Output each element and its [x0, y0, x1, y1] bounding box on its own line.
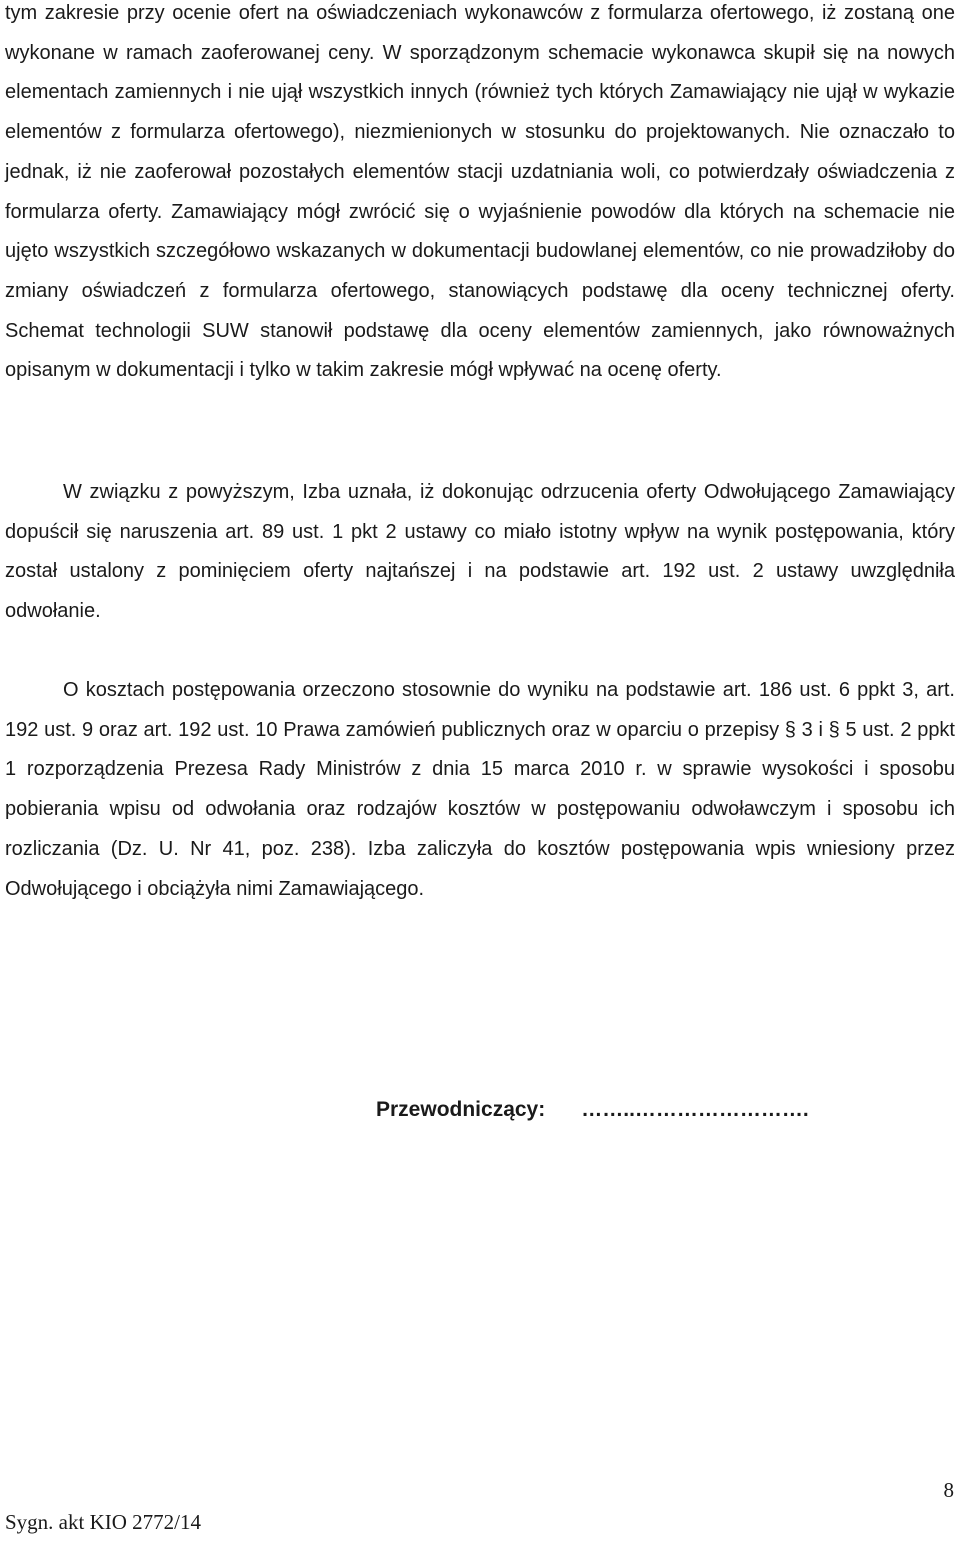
- paragraph-conclusion: [5, 473, 955, 632]
- paragraph-reasoning: [5, 0, 955, 391]
- page-number: 8: [943, 1478, 954, 1502]
- signature-label: Przewodniczący:: [376, 1098, 546, 1121]
- signature-block: [376, 1098, 809, 1122]
- paragraph-costs: [5, 671, 955, 909]
- paragraph-text: W związku z powyższym, Izba uznała, iż dokonując odrzucenia oferty Odwołującego Zamawiający dopuścił się naruszenia art. 89 ust. 1 pkt 2 ustawy co miało istotny wpływ na wynik postępowania, który został ustalony z pominięciem oferty najtańszej i na podstawie art. 192 ust. 2 ustawy uwzględniła odwołanie.: [5, 481, 955, 623]
- paragraph-text: tym zakresie przy ocenie ofert na oświadczeniach wykonawców z formularza ofertowego, iż zostaną one wykonane w ramach zaoferowanej ceny. W sporządzonym schemacie wykonawca skupił się na nowych elementach zamiennych i nie ujął wszystkich innych (również tych których Zamawiający nie ujął w wykazie elementów z formularza ofertowego), niezmienionych w stosunku do projektowanych. Nie oznaczało to jednak, iż nie zaoferował pozostałych elementów stacji uzdatniania woli, co potwierdzały oświadczenia z formularza oferty. Zamawiający mógł zwrócić się o wyjaśnienie powodów dla których na schemacie nie ujęto wszystkich szczegółowo wskazanych w dokumentacji budowlanej elementów, co nie prowadziłoby do zmiany oświadczeń z formularza ofertowego, stanowiących podstawę dla oceny technicznej oferty. Schemat technologii SUW stanowił podstawę dla oceny elementów zamiennych, jako równoważnych opisanym w dokumentacji i tylko w takim zakresie mógł wpływać na ocenę oferty.: [5, 2, 955, 382]
- signature-line: ……..…………………….: [581, 1098, 809, 1121]
- paragraph-text: O kosztach postępowania orzeczono stosownie do wyniku na podstawie art. 186 ust. 6 ppkt 3, art. 192 ust. 9 oraz art. 192 ust. 10 Prawa zamówień publicznych oraz w oparciu o przepisy § 3 i § 5 ust. 2 ppkt 1 rozporządzenia Prezesa Rady Ministrów z dnia 15 marca 2010 r. w sprawie wysokości i sposobu pobierania wpisu od odwołania oraz rodzajów kosztów w postępowaniu odwoławczym i sposobu ich rozliczania (Dz. U. Nr 41, poz. 238). Izba zaliczyła do kosztów postępowania wpis wniesiony przez Odwołującego i obciążyła nimi Zamawiającego.: [5, 679, 955, 900]
- case-number: Sygn. akt KIO 2772/14: [5, 1510, 201, 1534]
